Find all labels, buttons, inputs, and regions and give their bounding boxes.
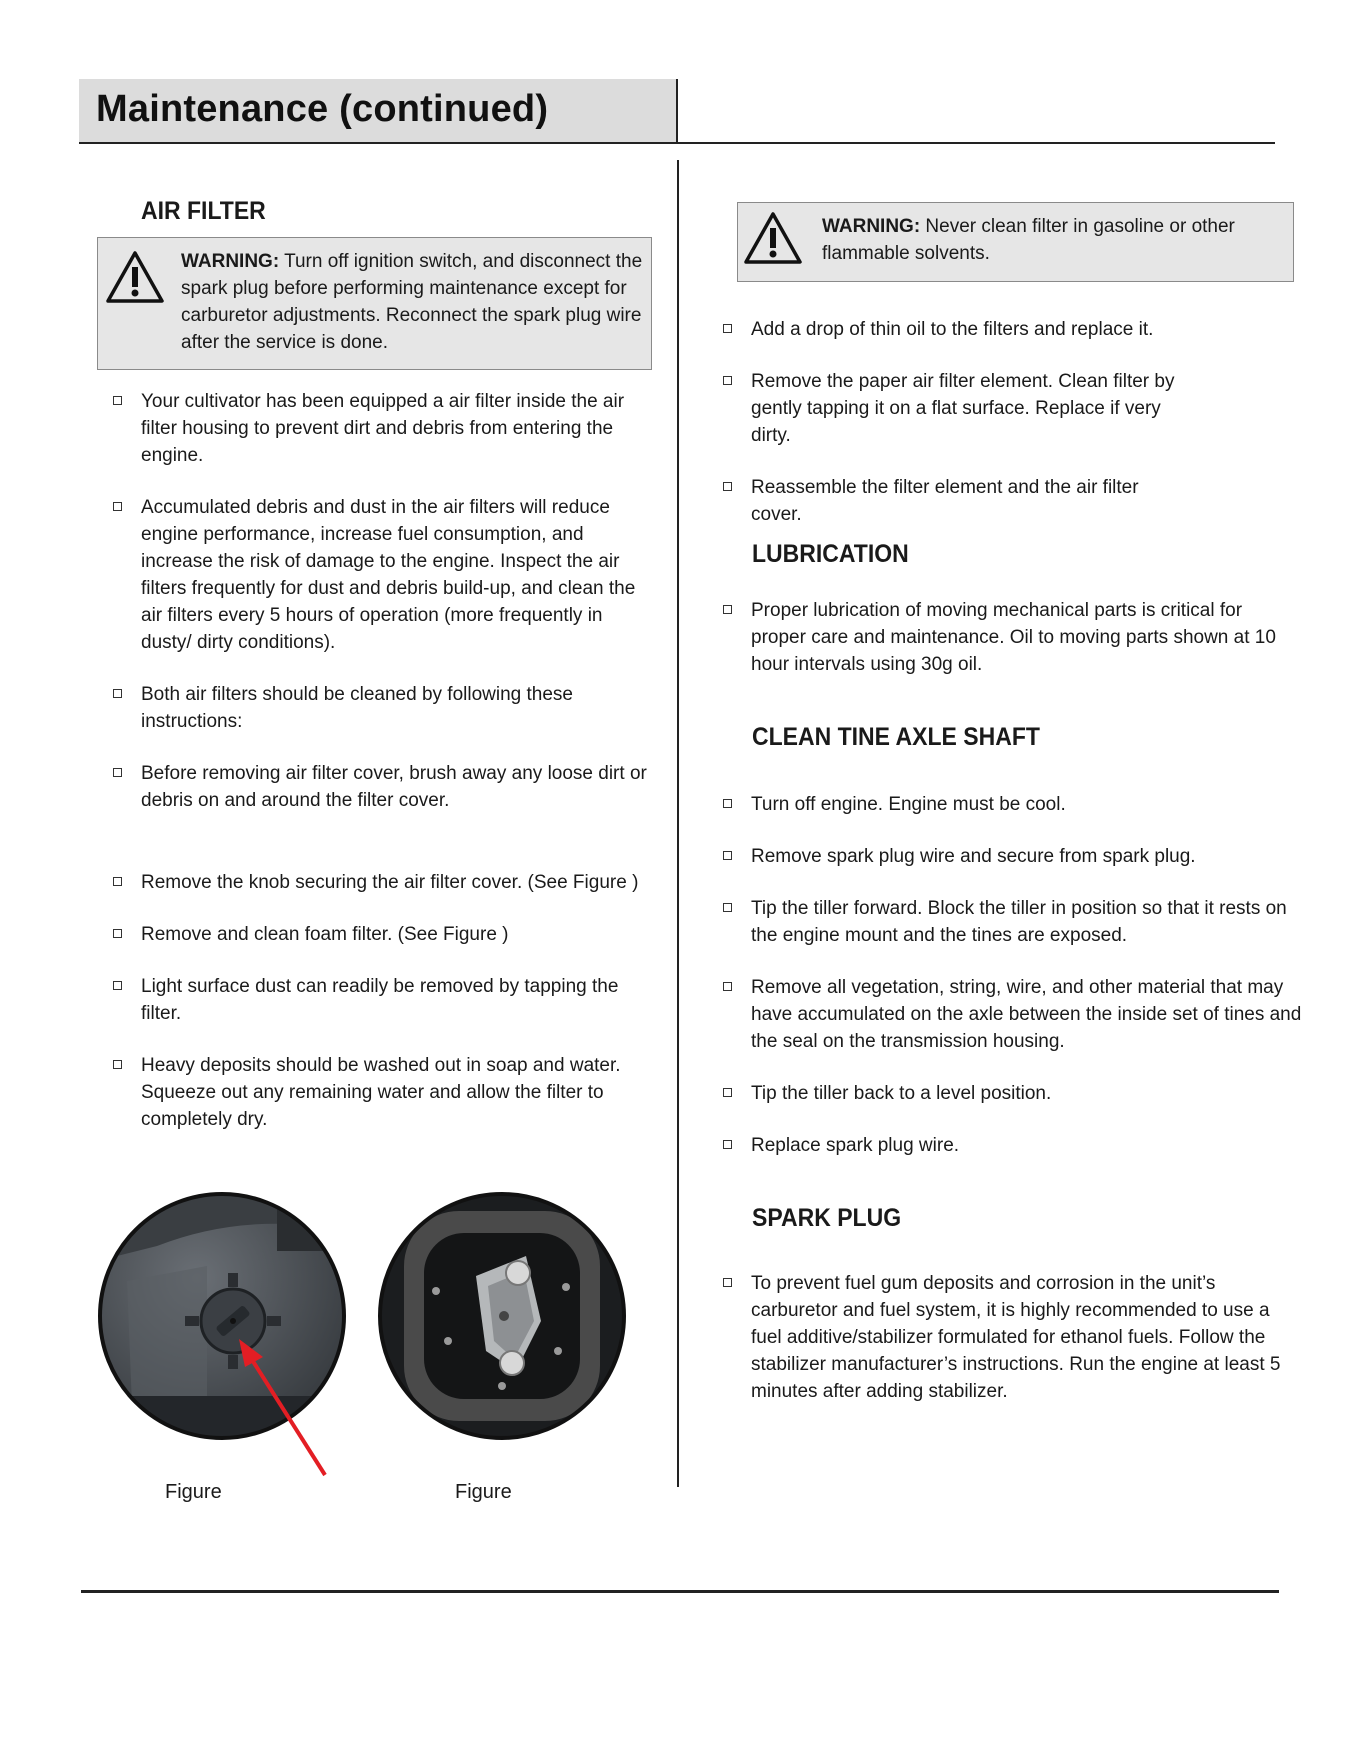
figure-2-caption: Figure	[455, 1481, 512, 1503]
spark-plug-list	[723, 1270, 1283, 1405]
spark-plug-title: SPARK PLUG	[752, 1204, 902, 1232]
figure-knob-photo	[97, 1191, 347, 1478]
warning-label: WARNING:	[181, 251, 280, 272]
list-item: Your cultivator has been equipped a air filter inside the air filter housing to prevent dirt and debris from entering the engine.	[113, 388, 658, 469]
checkbox-bullet-icon	[723, 1278, 732, 1287]
list-item: Remove spark plug wire and secure from spark plug.	[723, 843, 1308, 870]
air-filter-warning-box	[97, 237, 652, 370]
list-item: Tip the tiller back to a level position.	[723, 1080, 1308, 1107]
checkbox-bullet-icon	[723, 851, 732, 860]
checkbox-bullet-icon	[113, 877, 122, 886]
air-filter-list-b	[113, 869, 658, 1133]
list-item: Before removing air filter cover, brush away any loose dirt or debris on and around the filter cover.	[113, 760, 658, 814]
list-item: Remove and clean foam filter. (See Figure )	[113, 921, 658, 948]
list-item: Remove the knob securing the air filter cover. (See Figure )	[113, 869, 658, 896]
list-item: Tip the tiller forward. Block the tiller in position so that it rests on the engine mount and the tines are exposed.	[723, 895, 1308, 949]
list-item: Reassemble the filter element and the air filter cover.	[723, 474, 1183, 528]
checkbox-bullet-icon	[113, 768, 122, 777]
checkbox-bullet-icon	[723, 1140, 732, 1149]
checkbox-bullet-icon	[113, 502, 122, 511]
list-item: Accumulated debris and dust in the air filters will reduce engine performance, increase fuel consumption, and increase the risk of damage to the engine. Inspect the air filters frequently for dust and debris build-up, and clean the air filters every 5 hours of operation (more frequently in dusty/ dirty conditions).	[113, 494, 658, 656]
list-item: Remove all vegetation, string, wire, and other material that may have accumulated on the axle between the inside set of tines and the seal on the transmission housing.	[723, 974, 1308, 1055]
list-item: To prevent fuel gum deposits and corrosion in the unit’s carburetor and fuel system, it is highly recommended to use a fuel additive/stabilizer formulated for ethanol fuels. Follow the stabilizer manufacturer’s instructions. Run the engine at least 5 minutes after adding stabilizer.	[723, 1270, 1283, 1405]
column-divider	[677, 160, 679, 1487]
list-item: Proper lubrication of moving mechanical parts is critical for proper care and maintenance. Oil to moving parts shown at 10 hour intervals using 30g oil.	[723, 597, 1283, 678]
checkbox-bullet-icon	[723, 903, 732, 912]
tine-axle-list	[723, 791, 1308, 1159]
checkbox-bullet-icon	[113, 981, 122, 990]
checkbox-bullet-icon	[113, 929, 122, 938]
warning-body: Turn off ignition switch, and disconnect the spark plug before performing maintenance except for carburetor adjustments. Reconnect the spark plug wire after the service is done.	[181, 251, 643, 353]
solvents-warning-box	[737, 202, 1294, 282]
checkbox-bullet-icon	[113, 396, 122, 405]
warning-triangle-icon	[743, 211, 803, 265]
list-item: Add a drop of thin oil to the filters and replace it.	[723, 316, 1183, 343]
list-item: Both air filters should be cleaned by following these instructions:	[113, 681, 658, 735]
checkbox-bullet-icon	[723, 799, 732, 808]
checkbox-bullet-icon	[113, 689, 122, 698]
list-item: Light surface dust can readily be removed by tapping the filter.	[113, 973, 658, 1027]
air-filter-list-a	[113, 388, 658, 814]
filter-steps-list	[723, 316, 1183, 528]
figure-1-caption: Figure	[165, 1481, 222, 1503]
list-item: Remove the paper air filter element. Clean filter by gently tapping it on a flat surface. Replace if very dirty.	[723, 368, 1183, 449]
solvents-warning-text	[822, 213, 1282, 267]
tine-axle-title: CLEAN TINE AXLE SHAFT	[752, 723, 1040, 751]
checkbox-bullet-icon	[723, 982, 732, 991]
list-item: Turn off engine. Engine must be cool.	[723, 791, 1308, 818]
checkbox-bullet-icon	[723, 482, 732, 491]
checkbox-bullet-icon	[723, 376, 732, 385]
checkbox-bullet-icon	[723, 605, 732, 614]
lubrication-list	[723, 597, 1283, 678]
checkbox-bullet-icon	[723, 324, 732, 333]
figure-foam-filter-photo	[376, 1191, 628, 1441]
air-filter-warning-text	[181, 248, 646, 356]
warning-label: WARNING:	[822, 216, 921, 237]
warning-triangle-icon	[105, 250, 165, 304]
header-rule	[79, 142, 1275, 144]
page-title: Maintenance (continued)	[96, 88, 549, 130]
air-filter-title: AIR FILTER	[141, 197, 266, 225]
list-item: Replace spark plug wire.	[723, 1132, 1308, 1159]
header-divider	[676, 79, 678, 143]
list-item: Heavy deposits should be washed out in soap and water. Squeeze out any remaining water and allow the filter to completely dry.	[113, 1052, 658, 1133]
footer-rule	[81, 1590, 1279, 1593]
lubrication-title: LUBRICATION	[752, 540, 909, 568]
warning-body: Never clean filter in gasoline or other flammable solvents.	[822, 216, 1235, 264]
checkbox-bullet-icon	[113, 1060, 122, 1069]
checkbox-bullet-icon	[723, 1088, 732, 1097]
